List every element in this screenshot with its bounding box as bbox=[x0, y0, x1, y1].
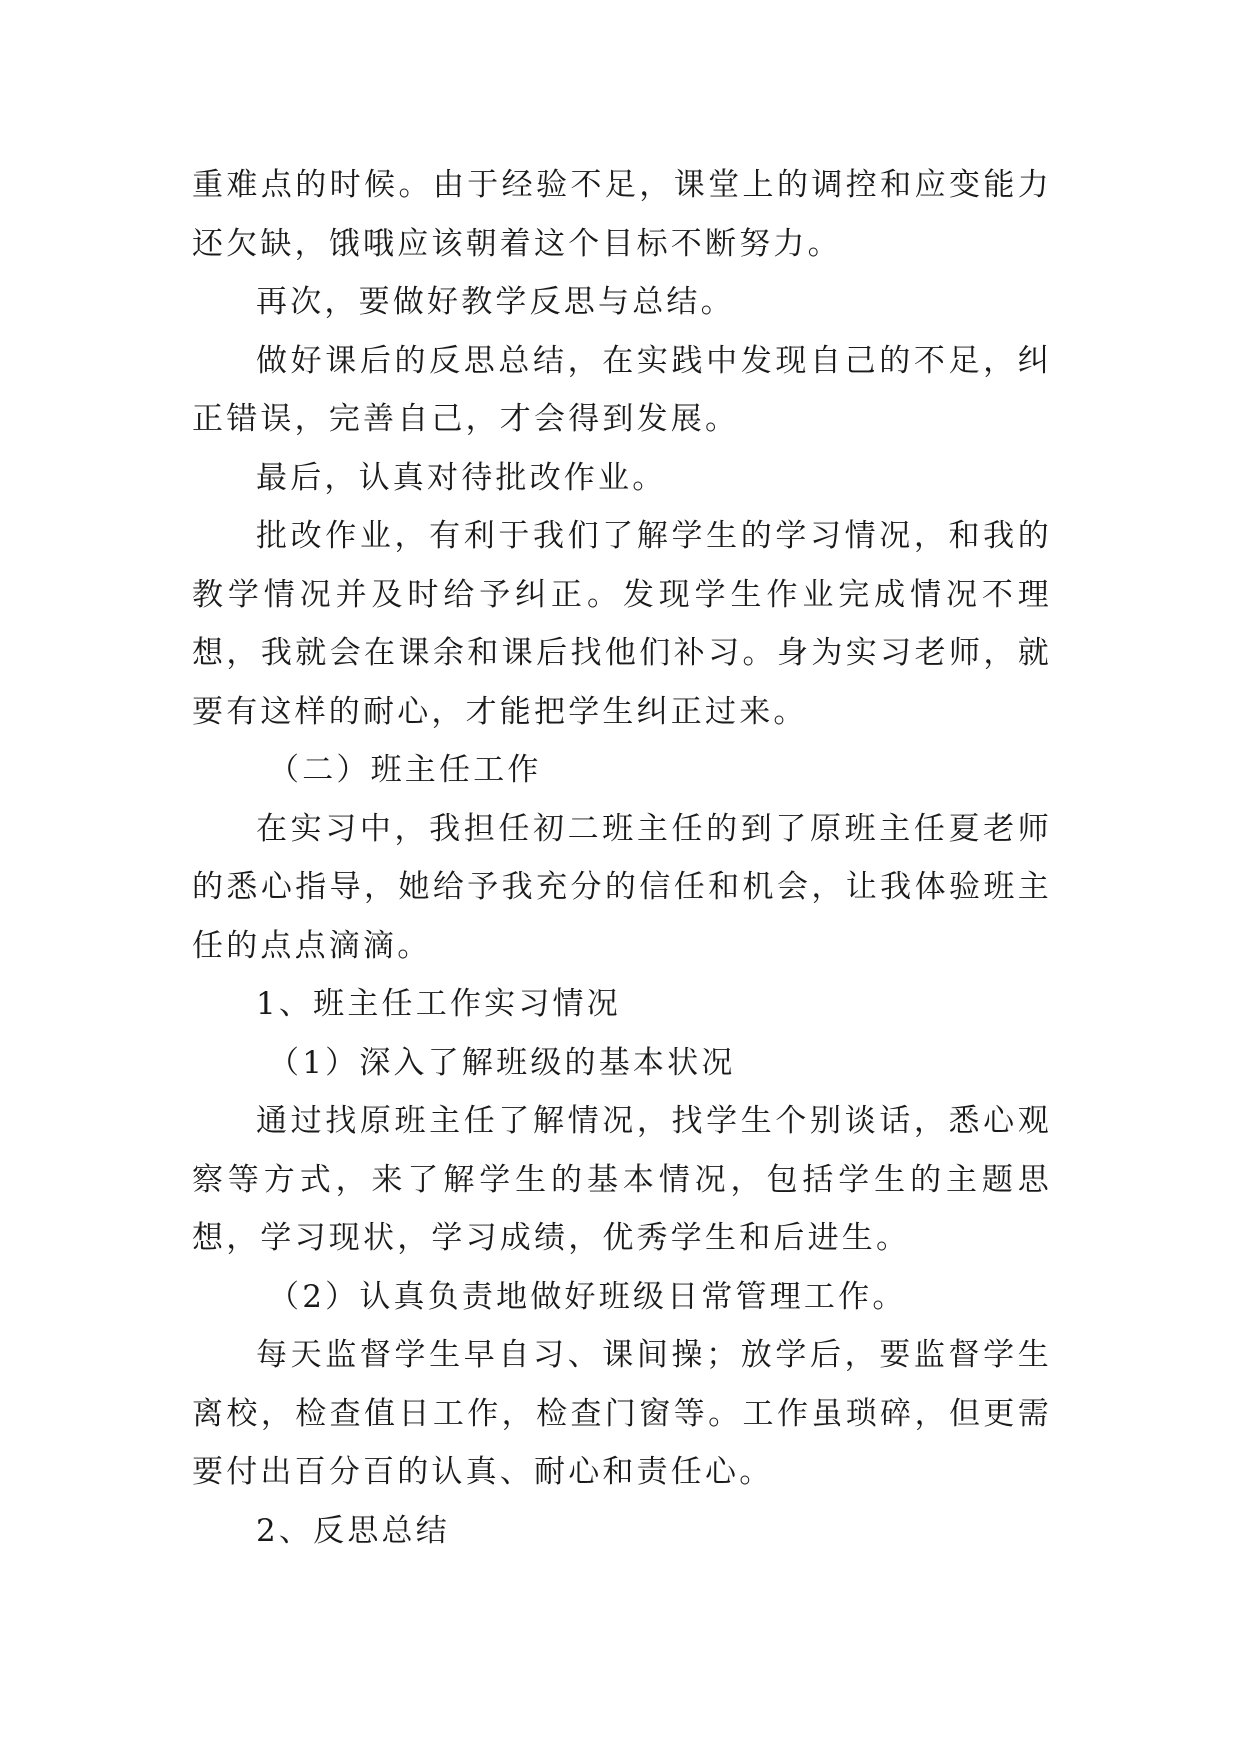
paragraph-continuation: 重难点的时候。由于经验不足，课堂上的调控和应变能力还欠缺，饿哦应该朝着这个目标不断努力。 bbox=[192, 167, 1052, 262]
paragraph-understand-class-body: 通过找原班主任了解情况，找学生个别谈话，悉心观察等方式，来了解学生的基本情况，包括学生的主题思想，学习现状，学习成绩，优秀学生和后进生。 bbox=[192, 1103, 1052, 1256]
subheading-internship-situation: 1、班主任工作实习情况 bbox=[256, 986, 621, 1022]
paragraph-homework-heading: 最后，认真对待批改作业。 bbox=[256, 459, 667, 496]
subheading-understand-class: （1）深入了解班级的基本状况 bbox=[268, 1044, 736, 1081]
section-heading-class-teacher: （二）班主任工作 bbox=[268, 752, 542, 788]
paragraph-homework-body: 批改作业，有利于我们了解学生的学习情况，和我的教学情况并及时给予纠正。发现学生作业完成情况不理想，我就会在课余和课后找他们补习。身为实习老师，就要有这样的耐心，才能把学生纠正过来。 bbox=[192, 518, 1052, 730]
subheading-reflection-summary: 2、反思总结 bbox=[256, 1512, 450, 1549]
paragraph-reflection-body: 做好课后的反思总结，在实践中发现自己的不足，纠正错误，完善自己，才会得到发展。 bbox=[192, 342, 1052, 437]
document-body bbox=[192, 156, 1052, 1560]
subheading-daily-management: （2）认真负责地做好班级日常管理工作。 bbox=[268, 1278, 907, 1315]
paragraph-reflection-heading: 再次，要做好教学反思与总结。 bbox=[256, 284, 735, 320]
paragraph-class-teacher-intro: 在实习中，我担任初二班主任的到了原班主任夏老师的悉心指导，她给予我充分的信任和机会，让我体验班主任的点点滴滴。 bbox=[192, 810, 1052, 964]
paragraph-daily-management-body: 每天监督学生早自习、课间操；放学后，要监督学生离校，检查值日工作，检查门窗等。工作虽琐碎，但更需要付出百分百的认真、耐心和责任心。 bbox=[192, 1337, 1052, 1490]
